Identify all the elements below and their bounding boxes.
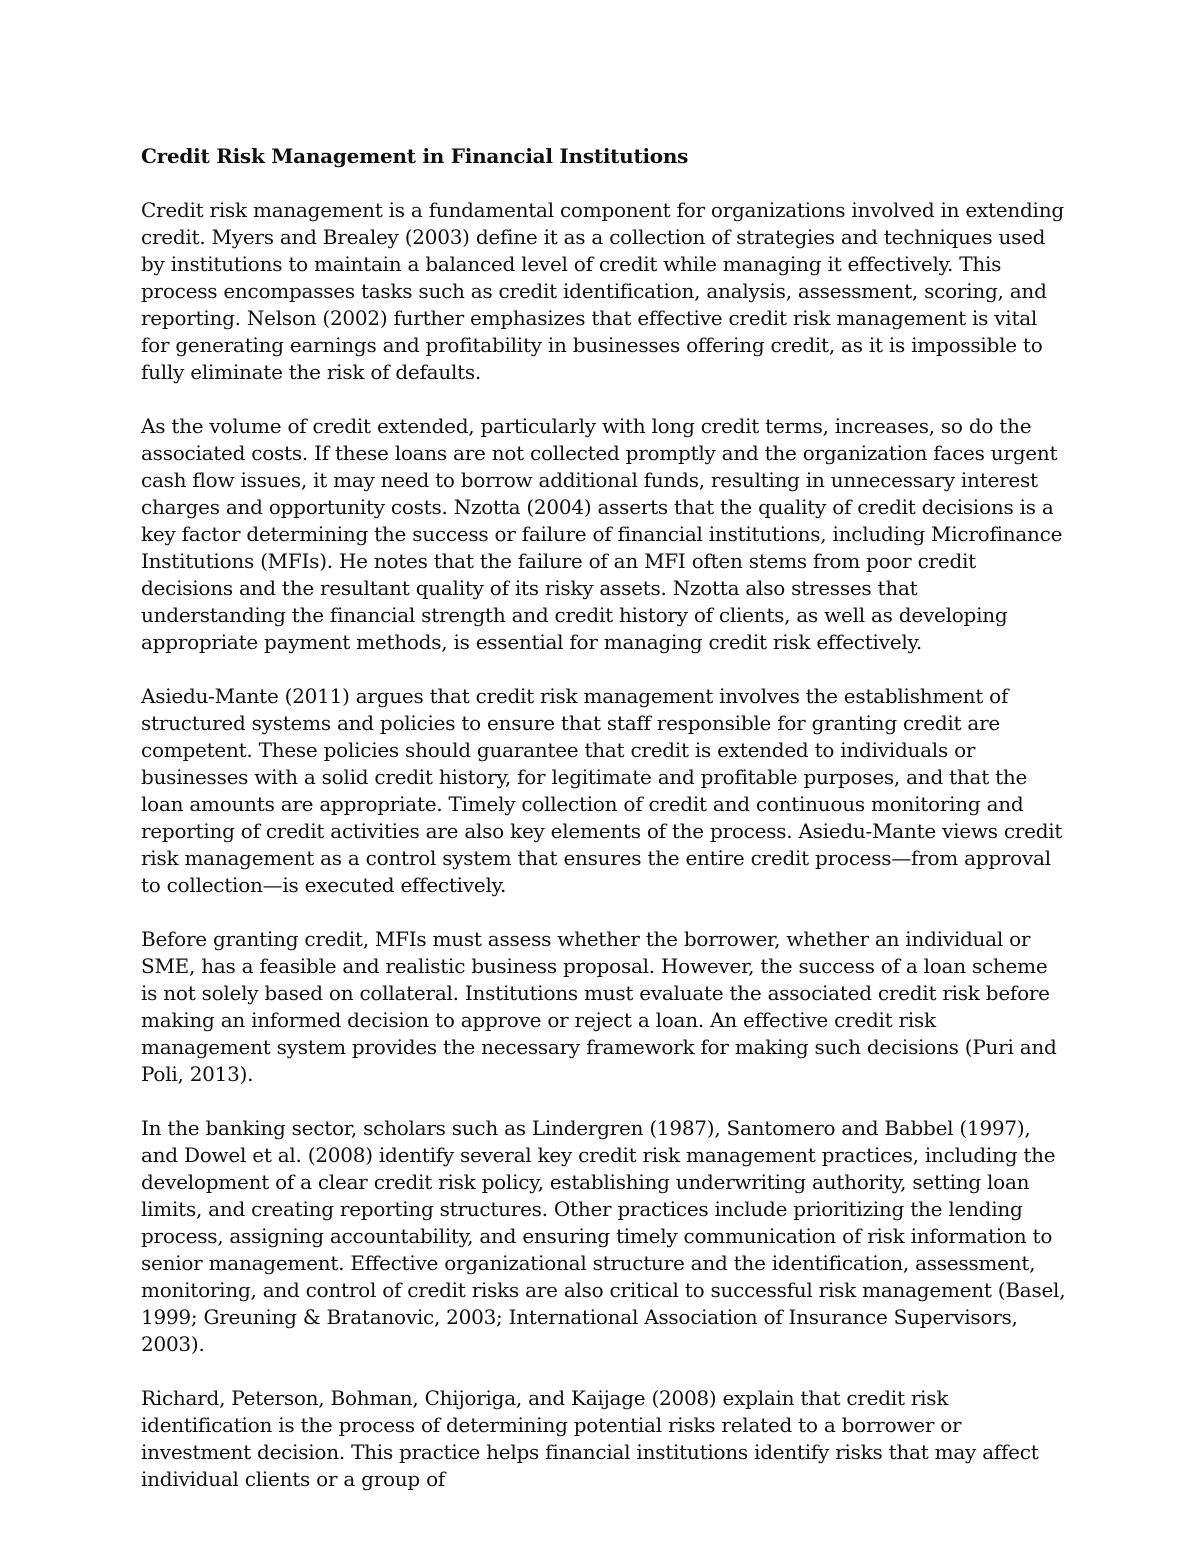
- paragraph-4: Before granting credit, MFIs must assess whether the borrower, whether an individual or SME, has a feasible and realistic business proposal. However, the success of a loan scheme is not solely based on collateral. Institutions must evaluate the associated credit risk before making an informed decision to approve or reject a loan. An effective credit risk management system provides the necessary framework for making such decisions (Puri and Poli, 2013).: [141, 927, 1057, 1086]
- document-title: Credit Risk Management in Financial Institutions: [141, 144, 689, 168]
- document-body: [141, 143, 1066, 1520]
- paragraph-5: In the banking sector, scholars such as Lindergren (1987), Santomero and Babbel (1997), and Dowel et al. (2008) identify several key credit risk management practices, including the development of a clear credit risk policy, establishing underwriting authority, setting loan limits, and creating reporting structures. Other practices include prioritizing the lending process, assigning accountability, and ensuring timely communication of risk information to senior management. Effective organizational structure and the identification, assessment, monitoring, and control of credit risks are also critical to successful risk management (Basel, 1999; Greuning & Bratanovic, 2003; International Association of Insurance Supervisors, 2003).: [141, 1116, 1066, 1356]
- paragraph-2: As the volume of credit extended, particularly with long credit terms, increases, so do the associated costs. If these loans are not collected promptly and the organization faces urgent cash flow issues, it may need to borrow additional funds, resulting in unnecessary interest charges and opportunity costs. Nzotta (2004) asserts that the quality of credit decisions is a key factor determining the success or failure of financial institutions, including Microfinance Institutions (MFIs). He notes that the failure of an MFI often stems from poor credit decisions and the resultant quality of its risky assets. Nzotta also stresses that understanding the financial strength and credit history of clients, as well as developing appropriate payment methods, is essential for managing credit risk effectively.: [141, 414, 1063, 654]
- paragraph-6: Richard, Peterson, Bohman, Chijoriga, and Kaijage (2008) explain that credit risk identification is the process of determining potential risks related to a borrower or investment decision. This practice helps financial institutions identify risks that may affect individual clients or a group of: [141, 1386, 1039, 1491]
- paragraph-1: Credit risk management is a fundamental component for organizations involved in extending credit. Myers and Brealey (2003) define it as a collection of strategies and techniques used by institutions to maintain a balanced level of credit while managing it effectively. This process encompasses tasks such as credit identification, analysis, assessment, scoring, and reporting. Nelson (2002) further emphasizes that effective credit risk management is vital for generating earnings and profitability in businesses offering credit, as it is impossible to fully eliminate the risk of defaults.: [141, 198, 1064, 384]
- paragraph-3: Asiedu-Mante (2011) argues that credit risk management involves the establishment of structured systems and policies to ensure that staff responsible for granting credit are competent. These policies should guarantee that credit is extended to individuals or businesses with a solid credit history, for legitimate and profitable purposes, and that the loan amounts are appropriate. Timely collection of credit and continuous monitoring and reporting of credit activities are also key elements of the process. Asiedu-Mante views credit risk management as a control system that ensures the entire credit process—from approval to collection—is executed effectively.: [141, 684, 1063, 897]
